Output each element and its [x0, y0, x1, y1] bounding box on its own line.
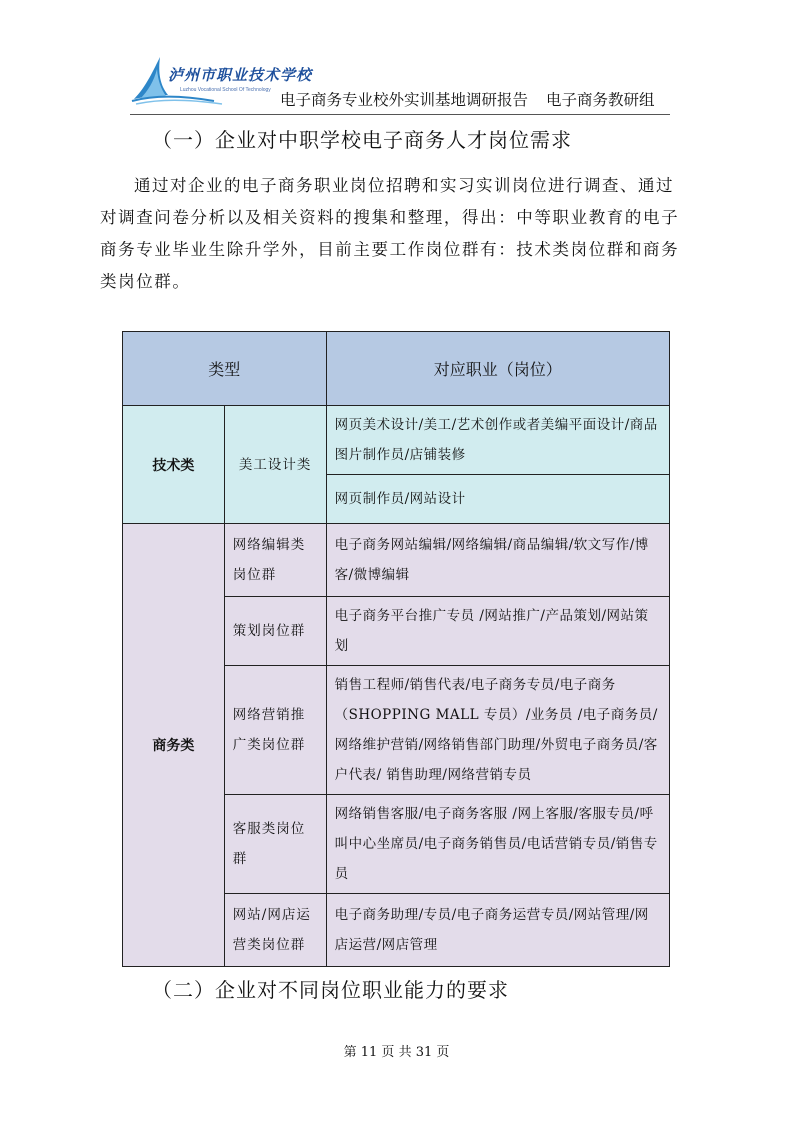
job-cell: 网页美术设计/美工/艺术创作或者美编平面设计/商品图片制作员/店铺装修: [326, 406, 669, 475]
category-business: 商务类: [123, 524, 225, 967]
subcategory-operations: 网站/网店运营类岗位群: [224, 894, 326, 967]
page-footer: 第 11 页 共 31 页: [343, 1045, 450, 1060]
job-cell: 电子商务助理/专员/电子商务运营专员/网站管理/网店运营/网店管理: [326, 894, 669, 967]
research-group: 电子商务教研组: [546, 91, 655, 109]
school-logo: [130, 55, 313, 105]
job-cell: 电子商务网站编辑/网络编辑/商品编辑/软文写作/博客/微博编辑: [326, 524, 669, 597]
table-row: [123, 524, 670, 597]
logo-text: 泸州市职业技术学校: [168, 66, 313, 84]
job-cell: 销售工程师/销售代表/电子商务专员/电子商务（SHOPPING MALL 专员）/业务员 /电子商务员/网络维护营销/网络销售部门助理/外贸电子商务员/客户代表/ 销售助理/网络营销专员: [326, 666, 669, 795]
subcategory-network-editing: 网络编辑类岗位群: [224, 524, 326, 597]
column-header-type: 类型: [123, 332, 327, 406]
category-tech: 技术类: [123, 406, 225, 524]
body-paragraph: [100, 170, 710, 298]
subcategory-marketing: 网络营销推广类岗位群: [224, 666, 326, 795]
paragraph-line: 类岗位群。: [100, 272, 191, 291]
job-cell: 网页制作员/网站设计: [326, 475, 669, 524]
paragraph-line: 商务专业毕业生除升学外，目前主要工作岗位群有：技术类岗位群和商务: [100, 240, 680, 259]
subcategory-planning: 策划岗位群: [224, 597, 326, 666]
logo-subtitle: Luzhou Vocational School Of Technology: [180, 87, 271, 93]
paragraph-line: 对调查问卷分析以及相关资料的搜集和整理，得出：中等职业教育的电子: [100, 208, 680, 227]
table-row: [123, 406, 670, 475]
job-cell: 电子商务平台推广专员 /网站推广/产品策划/网站策划: [326, 597, 669, 666]
job-positions-table: [122, 331, 670, 967]
job-cell: 网络销售客服/电子商务客服 /网上客服/客服专员/呼叫中心坐席员/电子商务销售员/电话营销专员/销售专员: [326, 795, 669, 894]
section-heading-1: （一）企业对中职学校电子商务人才岗位需求: [152, 128, 572, 152]
page-header: [130, 55, 670, 117]
header-divider: [130, 114, 670, 115]
document-title: 电子商务专业校外实训基地调研报告: [280, 91, 529, 109]
section-heading-2: （二）企业对不同岗位职业能力的要求: [152, 978, 509, 1002]
subcategory-customer-service: 客服类岗位群: [224, 795, 326, 894]
paragraph-line: 通过对企业的电子商务职业岗位招聘和实习实训岗位进行调查、通过: [134, 176, 674, 195]
column-header-job: 对应职业（岗位）: [326, 332, 669, 406]
table-header-row: [123, 332, 670, 406]
subcategory-art-design: 美工设计类: [224, 406, 326, 524]
